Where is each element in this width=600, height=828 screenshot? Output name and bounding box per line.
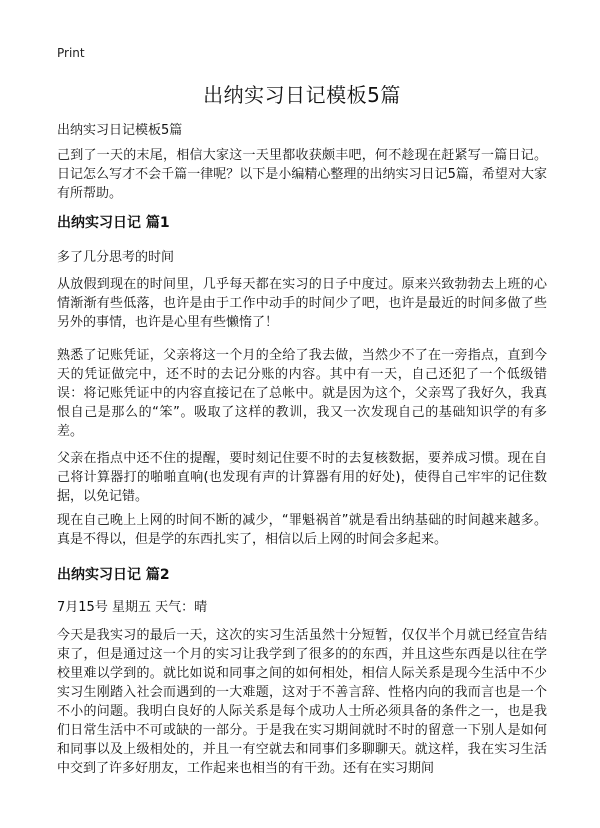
section1-paragraph-3: 父亲在指点中还不住的提醒，要时刻记住要不时的去复核数据，要养成习惯。现在自己将计算器打的啪啪直响(也发现有声的计算器有用的好处)，使得自己牢牢的记住数据，以免记错。	[57, 451, 547, 504]
print-label[interactable]: Print	[57, 46, 85, 60]
section2-heading: 出纳实习日记 篇2	[57, 567, 170, 583]
section1-heading: 出纳实习日记 篇1	[57, 215, 170, 231]
section2-date-line: 7月15号 星期五 天气：晴	[57, 600, 208, 615]
page-title: 出纳实习日记模板5篇	[203, 83, 401, 107]
document-subtitle: 出纳实习日记模板5篇	[57, 123, 183, 138]
section1-paragraph-2: 熟悉了记账凭证，父亲将这一个月的全给了我去做，当然少不了在一旁指点，直到今天的凭证做完中，还不时的去记分账的内容。其中有一天，自己还犯了一个低级错误：将记账凭证中的内容直接记在了总帐中。就是因为这个，父亲骂了我好久，我真恨自己是那么的“笨”。吸取了这样的教训，我又一次发现自己的基础知识学的有多差。	[57, 348, 547, 439]
section1-subtitle: 多了几分思考的时间	[57, 250, 175, 265]
intro-paragraph: 己到了一天的末尾，相信大家这一天里都收获颇丰吧，何不趁现在赶紧写一篇日记。日记怎么写才不会千篇一律呢？以下是小编精心整理的出纳实习日记5篇，希望对大家有所帮助。	[57, 148, 547, 201]
section1-paragraph-1: 从放假到现在的时间里，几乎每天都在实习的日子中度过。原来兴致勃勃去上班的心情渐渐有些低落，也许是由于工作中动手的时间少了吧，也许是最近的时间多做了些另外的事情，也许是心里有些懒惰了！	[57, 277, 547, 330]
section2-paragraph-1: 今天是我实习的最后一天，这次的实习生活虽然十分短暂，仅仅半个月就已经宣告结束了，但是通过这一个月的实习让我学到了很多的的东西，并且这些东西是以往在学校里难以学到的。就比如说和同事之间的如何相处，相信人际关系是现今生活中不少实习生刚踏入社会而遇到的一大难题，这对于不善言辞、性格内向的我而言也是一个不小的问题。我明白良好的人际关系是每个成功人士所必须具备的条件之一，也是我们日常生活中不可或缺的一部分。于是我在实习期间就时不时的留意一下别人是如何和同事以及上级相处的，并且一有空就去和同事们多聊聊天。就这样，我在实习生活中交到了许多好朋友，工作起来也相当的有干劲。还有在实习期间	[57, 628, 547, 776]
section1-paragraph-4: 现在自己晚上上网的时间不断的减少，“罪魁祸首”就是看出纳基础的时间越来越多。真是不得以，但是学的东西扎实了，相信以后上网的时间会多起来。	[57, 513, 547, 547]
